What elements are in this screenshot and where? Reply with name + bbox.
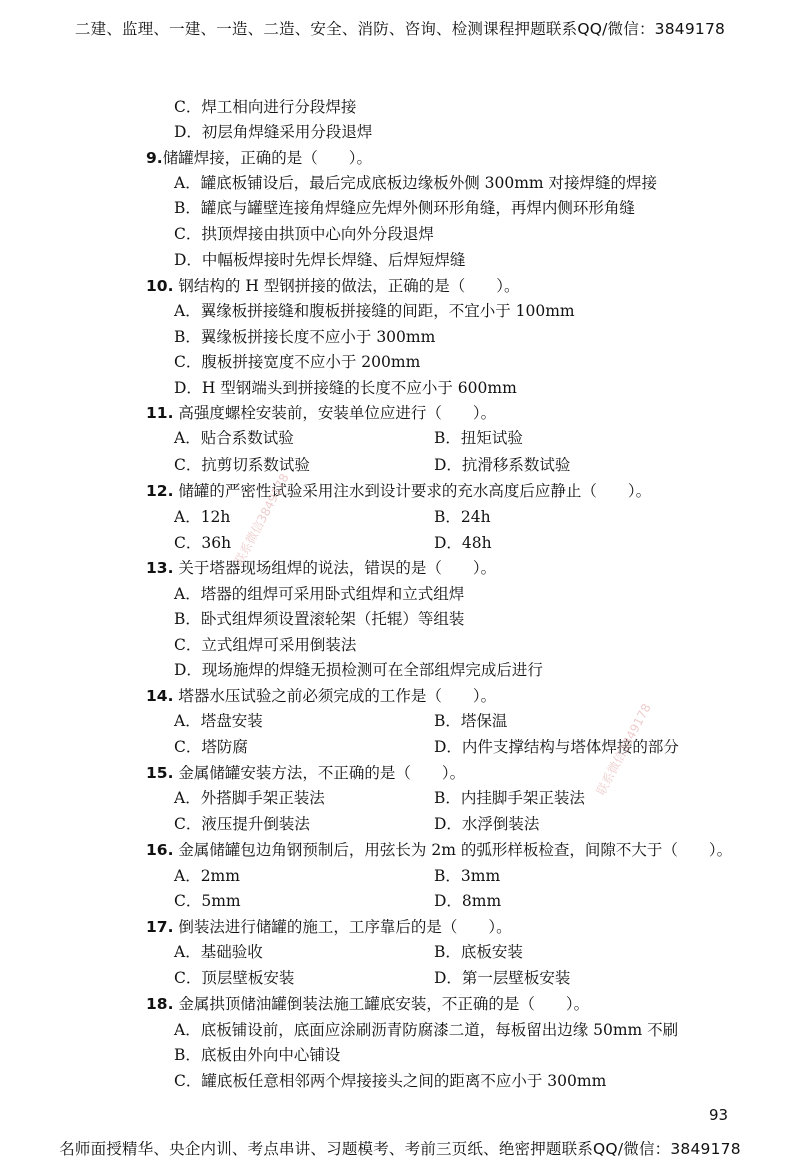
q11-option-c: C．抗剪切系数试验 bbox=[174, 456, 310, 474]
q16-option-b: B．3mm bbox=[434, 867, 501, 885]
q18-number: 18. bbox=[146, 995, 174, 1013]
q11-option-b: B．扭矩试验 bbox=[434, 429, 523, 447]
q12-option-b: B．24h bbox=[434, 508, 491, 526]
q12-option-c: C．36h bbox=[174, 534, 232, 552]
q16-option-d: D．8mm bbox=[434, 892, 502, 910]
q15-option-d: D．水浮倒装法 bbox=[434, 815, 540, 833]
q9-number: 9. bbox=[146, 149, 163, 167]
q8-option-c: C．焊工相向进行分段焊接 bbox=[174, 98, 357, 116]
q17-number: 17. bbox=[146, 918, 174, 936]
q16-option-c: C．5mm bbox=[174, 892, 241, 910]
q18-text: 金属拱顶储油罐倒装法施工罐底安装，不正确的是（ ）。 bbox=[178, 995, 590, 1013]
page-number: 93 bbox=[709, 1106, 729, 1124]
q15-option-a: A．外搭脚手架正装法 bbox=[174, 789, 325, 807]
q13-number: 13. bbox=[146, 559, 174, 577]
q10-option-b: B．翼缘板拼接长度不应小于 300mm bbox=[174, 328, 436, 346]
q18-option-c: C．罐底板任意相邻两个焊接接头之间的距离不应小于 300mm bbox=[174, 1072, 607, 1090]
q12-option-a: A．12h bbox=[174, 508, 231, 526]
q14-text: 塔器水压试验之前必须完成的工作是（ ）。 bbox=[178, 687, 497, 705]
q11-stem bbox=[146, 403, 496, 423]
q15-option-c: C．液压提升倒装法 bbox=[174, 815, 310, 833]
q11-option-a: A．贴合系数试验 bbox=[174, 429, 294, 447]
q14-option-b: B．塔保温 bbox=[434, 712, 508, 730]
watermark: 联系微信3849178 bbox=[593, 701, 654, 798]
q9-option-a: A．罐底板铺设后，最后完成底板边缘板外侧 300mm 对接焊缝的焊接 bbox=[174, 174, 658, 192]
q13-option-c: C．立式组焊可采用倒装法 bbox=[174, 636, 357, 654]
q16-number: 16. bbox=[146, 841, 174, 859]
q13-option-d: D．现场施焊的焊缝无损检测可在全部组焊完成后进行 bbox=[174, 661, 543, 679]
q10-option-c: C．腹板拼接宽度不应小于 200mm bbox=[174, 353, 421, 371]
q10-number: 10. bbox=[146, 277, 174, 295]
q15-stem bbox=[146, 763, 465, 783]
q16-option-a: A．2mm bbox=[174, 867, 240, 885]
q14-option-d: D．内件支撑结构与塔体焊接的部分 bbox=[434, 738, 679, 756]
page-header: 二建、监理、一建、一造、二造、安全、消防、咨询、检测课程押题联系QQ/微信：3849178 bbox=[74, 20, 726, 38]
q9-option-b: B．罐底与罐壁连接角焊缝应先焊外侧环形角缝，再焊内侧环形角缝 bbox=[174, 199, 635, 217]
q10-option-d: D．H 型钢端头到拼接缝的长度不应小于 600mm bbox=[174, 379, 517, 397]
q11-number: 11. bbox=[146, 404, 174, 422]
q14-stem bbox=[146, 686, 496, 706]
q14-number: 14. bbox=[146, 687, 174, 705]
q16-text: 金属储罐包边角钢预制后，用弦长为 2m 的弧形样板检查，间隙不大于（ ）。 bbox=[178, 841, 733, 859]
q17-stem bbox=[146, 917, 512, 937]
q17-option-b: B．底板安装 bbox=[434, 943, 523, 961]
q12-option-d: D．48h bbox=[434, 534, 492, 552]
q18-option-a: A．底板铺设前，底面应涂刷沥青防腐漆二道，每板留出边缘 50mm 不刷 bbox=[174, 1021, 679, 1039]
q14-option-c: C．塔防腐 bbox=[174, 738, 248, 756]
q8-option-d: D．初层角焊缝采用分段退焊 bbox=[174, 123, 373, 141]
q12-number: 12. bbox=[146, 482, 174, 500]
q12-stem bbox=[146, 481, 651, 501]
q14-option-a: A．塔盘安装 bbox=[174, 712, 263, 730]
q13-text: 关于塔器现场组焊的说法，错误的是（ ）。 bbox=[178, 559, 497, 577]
q15-text: 金属储罐安装方法，不正确的是（ ）。 bbox=[178, 764, 466, 782]
q11-text: 高强度螺栓安装前，安装单位应进行（ ）。 bbox=[178, 404, 497, 422]
q9-stem bbox=[146, 148, 372, 168]
q9-option-d: D．中幅板焊接时先焊长焊缝、后焊短焊缝 bbox=[174, 251, 466, 269]
q12-text: 储罐的严密性试验采用注水到设计要求的充水高度后应静止（ ）。 bbox=[178, 482, 652, 500]
q17-option-d: D．第一层壁板安装 bbox=[434, 969, 571, 987]
q15-option-b: B．内挂脚手架正装法 bbox=[434, 789, 585, 807]
page-footer: 名师面授精华、央企内训、考点串讲、习题模考、考前三页纸、绝密押题联系QQ/微信：3849178 bbox=[59, 1140, 741, 1158]
q13-option-a: A．塔器的组焊可采用卧式组焊和立式组焊 bbox=[174, 585, 465, 603]
q17-option-c: C．顶层壁板安装 bbox=[174, 969, 295, 987]
q16-stem bbox=[146, 840, 732, 860]
q18-stem bbox=[146, 994, 589, 1014]
q10-stem bbox=[146, 276, 520, 296]
q13-stem bbox=[146, 558, 496, 578]
q9-option-c: C．拱顶焊接由拱顶中心向外分段退焊 bbox=[174, 225, 434, 243]
q13-option-b: B．卧式组焊须设置滚轮架（托辊）等组装 bbox=[174, 610, 465, 628]
q17-text: 倒装法进行储罐的施工，工序靠后的是（ ）。 bbox=[178, 918, 512, 936]
q11-option-d: D．抗滑移系数试验 bbox=[434, 456, 571, 474]
q15-number: 15. bbox=[146, 764, 174, 782]
watermark: 联系微信3849178 bbox=[231, 471, 292, 568]
q18-option-b: B．底板由外向中心铺设 bbox=[174, 1046, 341, 1064]
q10-text: 钢结构的 H 型钢拼接的做法，正确的是（ ）。 bbox=[178, 277, 520, 295]
q9-text: 储罐焊接，正确的是（ ）。 bbox=[162, 149, 372, 167]
q17-option-a: A．基础验收 bbox=[174, 943, 263, 961]
q10-option-a: A．翼缘板拼接缝和腹板拼接缝的间距，不宜小于 100mm bbox=[174, 302, 575, 320]
